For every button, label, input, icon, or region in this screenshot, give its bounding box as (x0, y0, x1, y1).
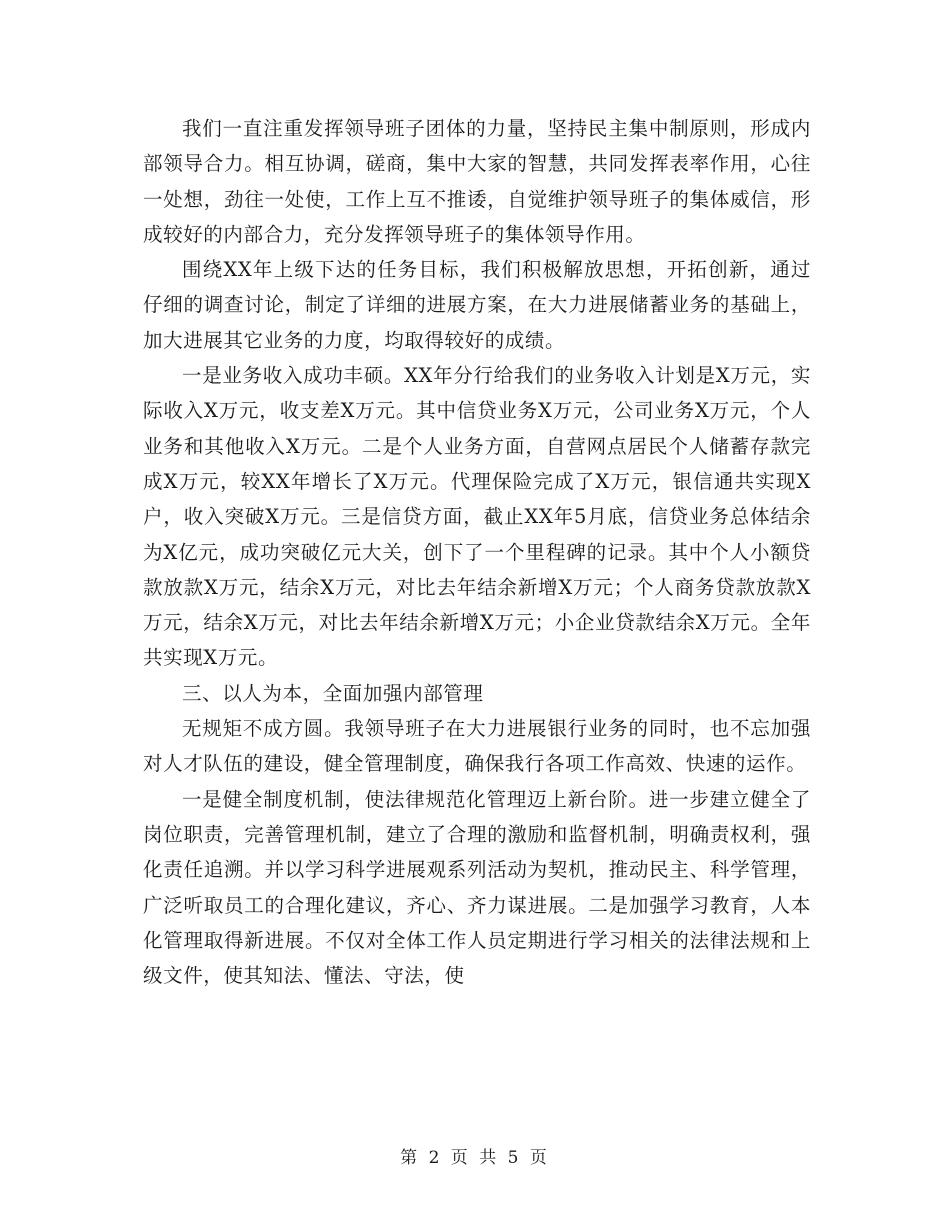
paragraph-business-income: 一是业务收入成功丰硕。XX年分行给我们的业务收入计划是X万元，实际收入X万元，收支差X万元。其中信贷业务X万元，公司业务X万元，个人业务和其他收入X万元。二是个人业务方面，自营网点居民个人储蓄存款完成X万元，较XX年增长了X万元。代理保险完成了X万元，银信通共实现X户，收入突破X万元。三是信贷方面，截止XX年5月底，信贷业务总体结余为X亿元，成功突破亿元大关，创下了一个里程碑的记录。其中个人小额贷款放款X万元，结余X万元，对比去年结余新增X万元；个人商务贷款放款X万元，结余X万元，对比去年结余新增X万元；小企业贷款结余X万元。全年共实现X万元。 (143, 364, 811, 670)
page-footer: 第 2 页 共 5 页 (400, 1148, 550, 1168)
paragraph-leadership: 我们一直注重发挥领导班子团体的力量，坚持民主集中制原则，形成内部领导合力。相互协调，磋商，集中大家的智慧，共同发挥表率作用，心往一处想，劲往一处使，工作上互不推诿，自觉维护领导班子的集体威信，形成较好的内部合力，充分发挥领导班子的集体领导作用。 (143, 117, 811, 246)
paragraph-rules: 无规矩不成方圆。我领导班子在大力进展银行业务的同时，也不忘加强对人才队伍的建设，健全管理制度，确保我行各项工作高效、快速的运作。 (143, 717, 811, 776)
document-body (143, 111, 811, 993)
paragraph-system-mechanism: 一是健全制度机制，使法律规范化管理迈上新台阶。进一步建立健全了岗位职责，完善管理机制，建立了合理的激励和监督机制，明确责权利，强化责任追溯。并以学习科学进展观系列活动为契机，推动民主、科学管理，广泛听取员工的合理化建议，齐心、齐力谋进展。二是加强学习教育，人本化管理取得新进展。不仅对全体工作人员定期进行学习相关的法律法规和上级文件，使其知法、懂法、守法，使 (143, 787, 811, 988)
section-heading-internal-management: 三、以人为本，全面加强内部管理 (182, 681, 484, 705)
paragraph-task-goals: 围绕XX年上级下达的任务目标，我们积极解放思想，开拓创新，通过仔细的调查讨论，制定了详细的进展方案，在大力进展储蓄业务的基础上，加大进展其它业务的力度，均取得较好的成绩。 (143, 258, 811, 352)
